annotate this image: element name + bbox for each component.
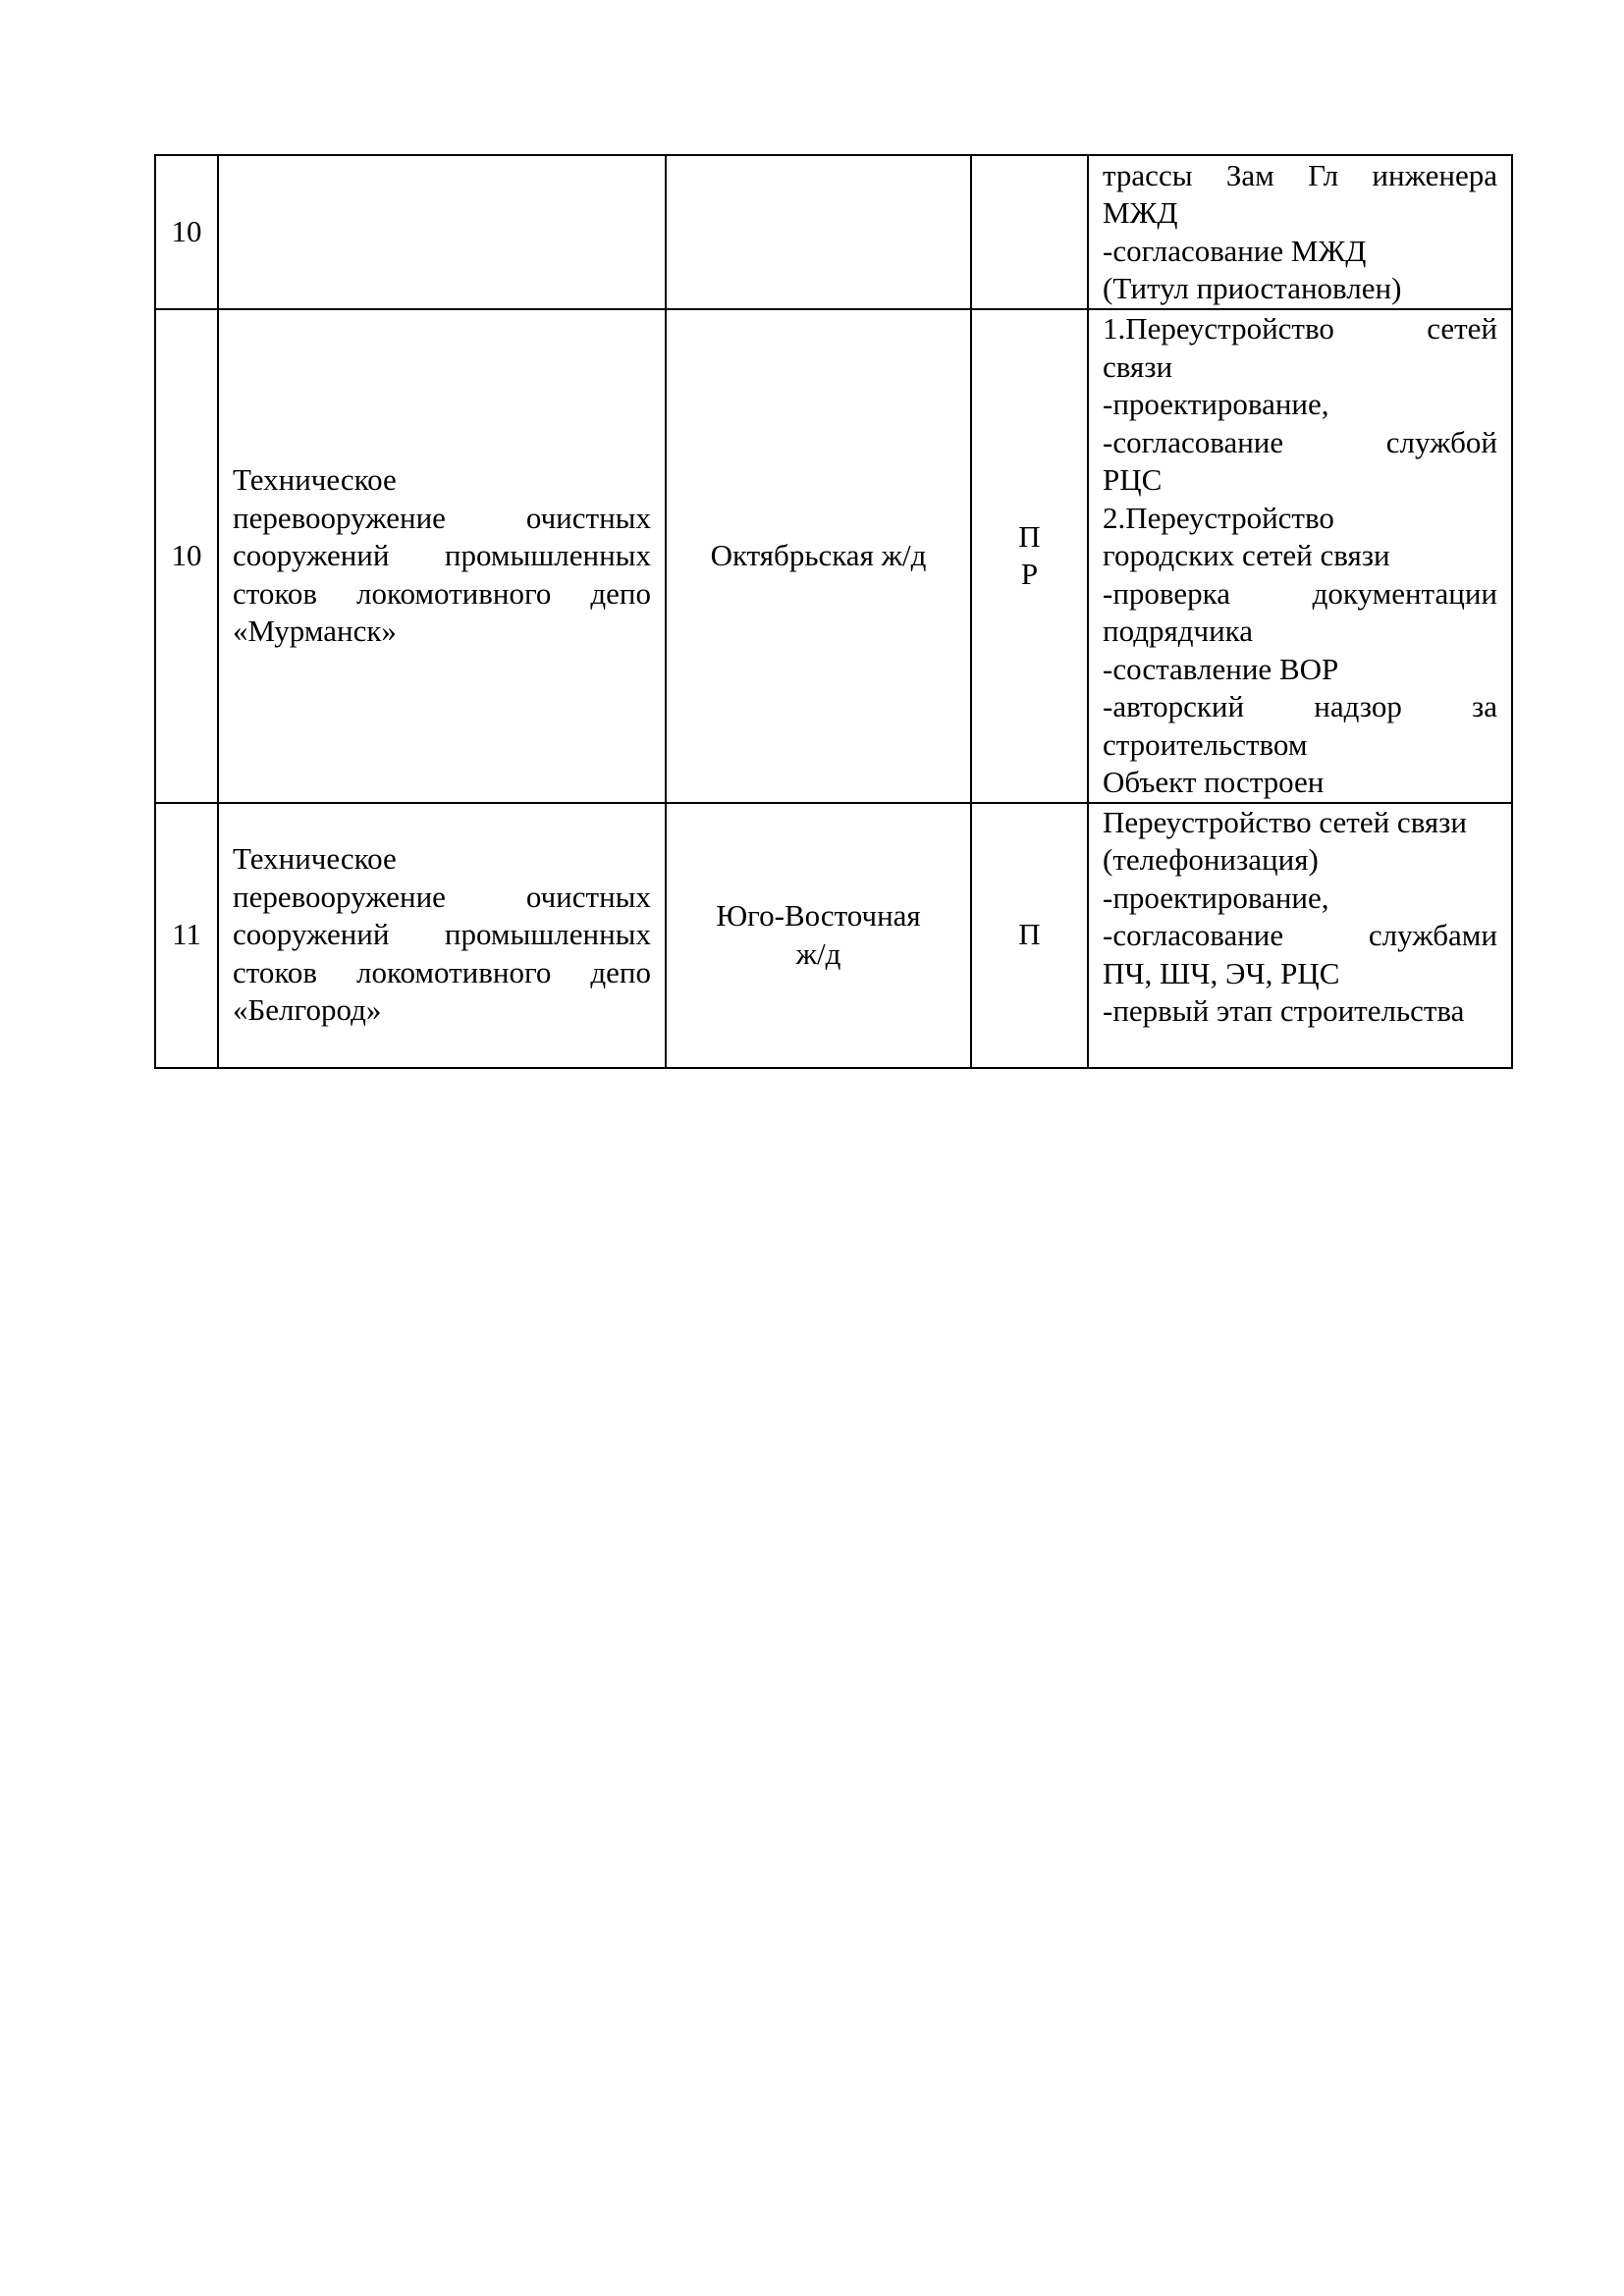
- railway-cell: [666, 155, 971, 309]
- stage-cell: [971, 309, 1088, 803]
- cell-text-line: Переустройство сетей связи: [1103, 804, 1468, 839]
- cell-text-line: строительством: [1103, 726, 1308, 762]
- row-number-cell: 10: [155, 309, 218, 803]
- cell-text-line: сооружений промышленных: [233, 917, 651, 952]
- cell-text-line: 1.Переустройство сетей: [1103, 311, 1497, 346]
- works-table: [154, 154, 1513, 1069]
- cell-text-line: «Белгород»: [233, 992, 382, 1028]
- row-number-cell: 11: [155, 803, 218, 1068]
- cell-text-line: 2.Переустройство: [1103, 500, 1334, 535]
- cell-text-line: -первый этап строительства: [1103, 993, 1465, 1028]
- cell-text-line: связи: [1103, 348, 1173, 384]
- cell-text-line: подрядчика: [1103, 614, 1254, 648]
- cell-text-line: ПЧ, ШЧ, ЭЧ, РЦС: [1103, 955, 1340, 990]
- object-name-cell: [218, 309, 666, 803]
- cell-text-line: -согласование службами: [1103, 918, 1497, 952]
- cell-text-line: -составление ВОР: [1103, 651, 1339, 686]
- cell-text-line: ж/д: [795, 935, 841, 971]
- table-row: [155, 803, 1512, 1068]
- cell-text-line: (телефонизация): [1103, 842, 1319, 877]
- cell-text-line: Объект построен: [1103, 765, 1325, 799]
- cell-text-line: сооружений промышленных: [233, 538, 651, 572]
- cell-text-line: стоков локомотивного депо: [233, 575, 651, 611]
- cell-text-line: П: [1018, 518, 1041, 554]
- cell-text-line: -проектирование,: [1103, 387, 1329, 421]
- object-name-cell: [218, 155, 666, 309]
- cell-text-line: Техническое: [233, 841, 397, 877]
- cell-text-line: -авторский надзор за: [1103, 689, 1497, 723]
- cell-text-line: МЖД: [1103, 195, 1178, 230]
- work-notes-cell: [1088, 803, 1512, 1068]
- table-row: [155, 309, 1512, 803]
- cell-text-line: -согласование МЖД: [1103, 233, 1367, 268]
- railway-cell: [666, 803, 971, 1068]
- cell-text-line: Р: [1020, 557, 1039, 592]
- stage-cell: [971, 155, 1088, 309]
- cell-text-line: РЦС: [1103, 462, 1163, 497]
- stage-cell: [971, 803, 1088, 1068]
- cell-text-line: «Мурманск»: [233, 614, 397, 648]
- cell-text-line: Техническое: [233, 462, 397, 497]
- table-row: [155, 155, 1512, 309]
- cell-text-line: трассы Зам Гл инженера: [1103, 157, 1497, 192]
- work-notes-cell: [1088, 309, 1512, 803]
- cell-text-line: Октябрьская ж/д: [710, 538, 927, 572]
- cell-text-line: (Титул приостановлен): [1103, 271, 1402, 305]
- cell-text-line: перевооружение очистных: [233, 879, 651, 914]
- cell-text-line: перевооружение очистных: [233, 500, 651, 535]
- object-name-cell: [218, 803, 666, 1068]
- railway-cell: [666, 309, 971, 803]
- cell-text-line: -проектирование,: [1103, 880, 1329, 915]
- work-notes-cell: [1088, 155, 1512, 309]
- cell-text-line: -согласование службой: [1103, 424, 1497, 459]
- cell-text-line: городских сетей связи: [1103, 538, 1390, 572]
- cell-text-line: стоков локомотивного депо: [233, 954, 651, 989]
- cell-text-line: Юго-Восточная: [716, 898, 921, 933]
- row-number-cell: 10: [155, 155, 218, 309]
- cell-text-line: П: [1018, 917, 1041, 952]
- cell-text-line: -проверка документации: [1103, 575, 1497, 611]
